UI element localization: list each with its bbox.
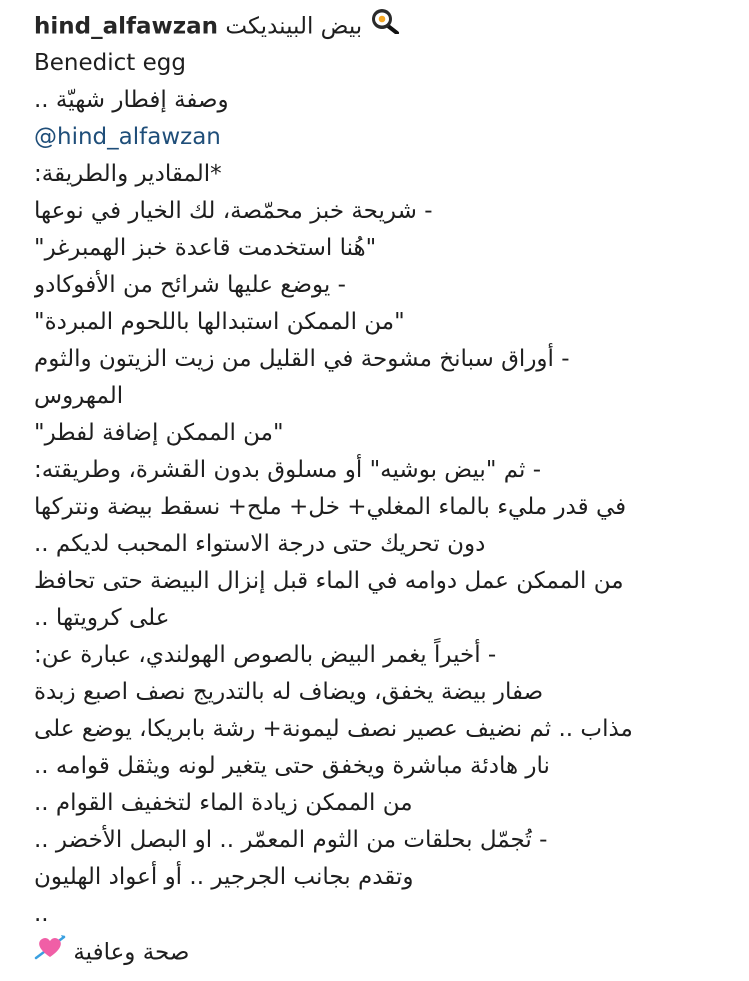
recipe-title-english: Benedict egg [34,50,186,76]
body-line: في قدر مليء بالماء المغلي+ خل+ ملح+ نسقط بيضة ونتركها [34,494,627,520]
recipe-title-arabic: بيض البينديكت [225,13,363,40]
body-line: - تُجمّل بحلقات من الثوم المعمّر .. او البصل الأخضر .. [34,827,548,853]
body-line: المهروس [34,383,124,409]
recipe-body [34,156,734,933]
body-line: "من الممكن استبدالها باللحوم المبردة" [34,309,405,335]
body-line: - ثم "بيض بوشيه" أو مسلوق بدون القشرة، وطريقته: [34,457,542,483]
body-line: "هُنا استخدمت قاعدة خبز الهمبرغر" [34,235,377,261]
body-line: - أخيراً يغمر البيض بالصوص الهولندي، عبارة عن: [34,642,497,668]
body-line: نار هادئة مباشرة ويخفق حتى يتغير لونه ويثقل قوامه .. [34,753,550,779]
body-line: من الممكن زيادة الماء لتخفيف القوام .. [34,790,413,816]
body-line: وتقدم بجانب الجرجير .. أو أعواد الهليون [34,864,414,890]
body-line: دون تحريك حتى درجة الاستواء المحبب لديكم .. [34,531,486,557]
mention-link[interactable]: @hind_alfawzan [34,124,221,150]
username-link[interactable]: hind_alfawzan [34,13,219,40]
frying-pan-egg-icon [370,8,400,45]
body-line: مذاب .. ثم نضيف عصير نصف ليمونة+ رشة بابريكا، يوضع على [34,716,633,742]
body-line: من الممكن عمل دوامه في الماء قبل إنزال البيضة حتى تحافظ [34,568,624,594]
heart-arrow-icon [34,933,66,970]
body-line: على كرويتها .. [34,605,170,631]
caption-header [34,8,734,45]
body-line: - أوراق سبانخ مشوحة في القليل من زيت الزيتون والثوم [34,346,570,372]
body-line: "من الممكن إضافة لفطر" [34,420,284,446]
closing-text: صحة وعافية [73,939,190,966]
recipe-subtitle: وصفة إفطار شهيّة .. [34,87,229,113]
body-line: *المقادير والطريقة: [34,161,222,187]
post-caption [34,8,734,970]
body-line: - يوضع عليها شرائح من الأفوكادو [34,272,346,298]
body-line: صفار بيضة يخفق، ويضاف له بالتدريج نصف اصبع زبدة [34,679,544,705]
caption-closing [34,933,734,970]
body-line: - شريحة خبز محمّصة، لك الخيار في نوعها [34,198,433,224]
body-line: .. [34,901,49,927]
